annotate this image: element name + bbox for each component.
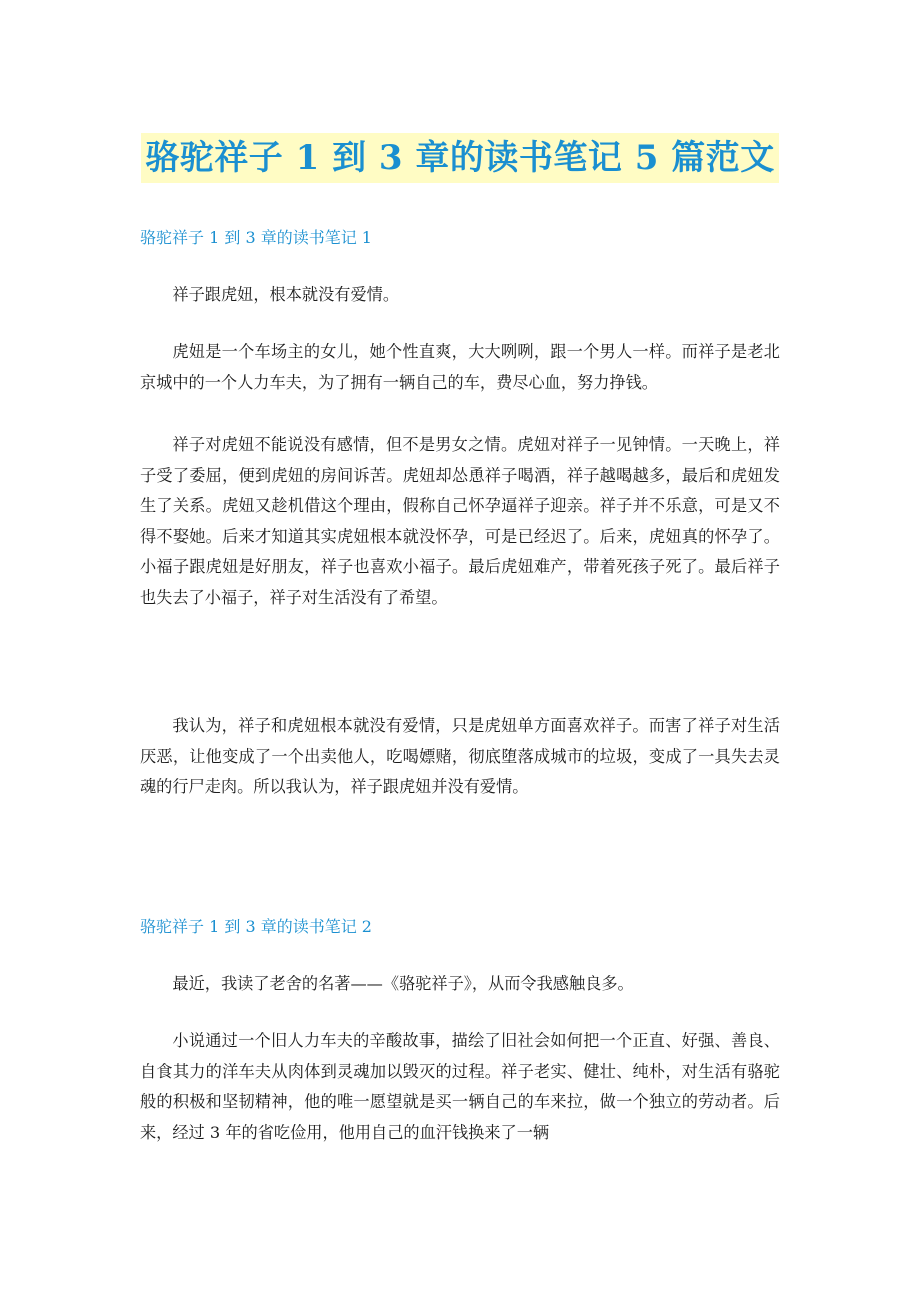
paragraph: 祥子跟虎妞，根本就没有爱情。 — [172, 285, 400, 304]
paragraph: 祥子对虎妞不能说没有感情，但不是男女之情。虎妞对祥子一见钟情。一天晚上，祥子受了委屈，便到虎妞的房间诉苦。虎妞却怂恿祥子喝酒，祥子越喝越多，最后和虎妞发生了关系。虎妞又趁机借这个理由，假称自己怀孕逼祥子迎亲。祥子并不乐意，可是又不得不娶她。后来才知道其实虎妞根本就没怀孕，可是已经迟了。后来，虎妞真的怀孕了。小福子跟虎妞是好朋友，祥子也喜欢小福子。最后虎妞难产，带着死孩子死了。最后祥子也失去了小福子，祥子对生活没有了希望。 — [140, 435, 780, 607]
title-wrap — [0, 133, 920, 183]
section-heading-1: 骆驼祥子 1 到 3 章的读书笔记 1 — [140, 228, 372, 247]
document-title: 骆驼祥子 1 到 3 章的读书笔记 5 篇范文 — [141, 133, 779, 183]
paragraph: 最近，我读了老舍的名著——《骆驼祥子》，从而令我感触良多。 — [172, 974, 634, 993]
paragraph: 虎妞是一个车场主的女儿，她个性直爽，大大咧咧，跟一个男人一样。而祥子是老北京城中的一个人力车夫，为了拥有一辆自己的车，费尽心血，努力挣钱。 — [140, 342, 780, 392]
section-heading-2: 骆驼祥子 1 到 3 章的读书笔记 2 — [140, 917, 372, 936]
paragraph: 我认为，祥子和虎妞根本就没有爱情，只是虎妞单方面喜欢祥子。而害了祥子对生活厌恶，让他变成了一个出卖他人，吃喝嫖赌，彻底堕落成城市的垃圾，变成了一具失去灵魂的行尸走肉。所以我认为，祥子跟虎妞并没有爱情。 — [140, 716, 780, 796]
paragraph: 小说通过一个旧人力车夫的辛酸故事，描绘了旧社会如何把一个正直、好强、善良、自食其力的洋车夫从肉体到灵魂加以毁灭的过程。祥子老实、健壮、纯朴，对生活有骆驼般的积极和坚韧精神，他的唯一愿望就是买一辆自己的车来拉，做一个独立的劳动者。后来，经过 3 年的省吃俭用，他用自己的血汗钱换来了一辆 — [140, 1031, 780, 1142]
